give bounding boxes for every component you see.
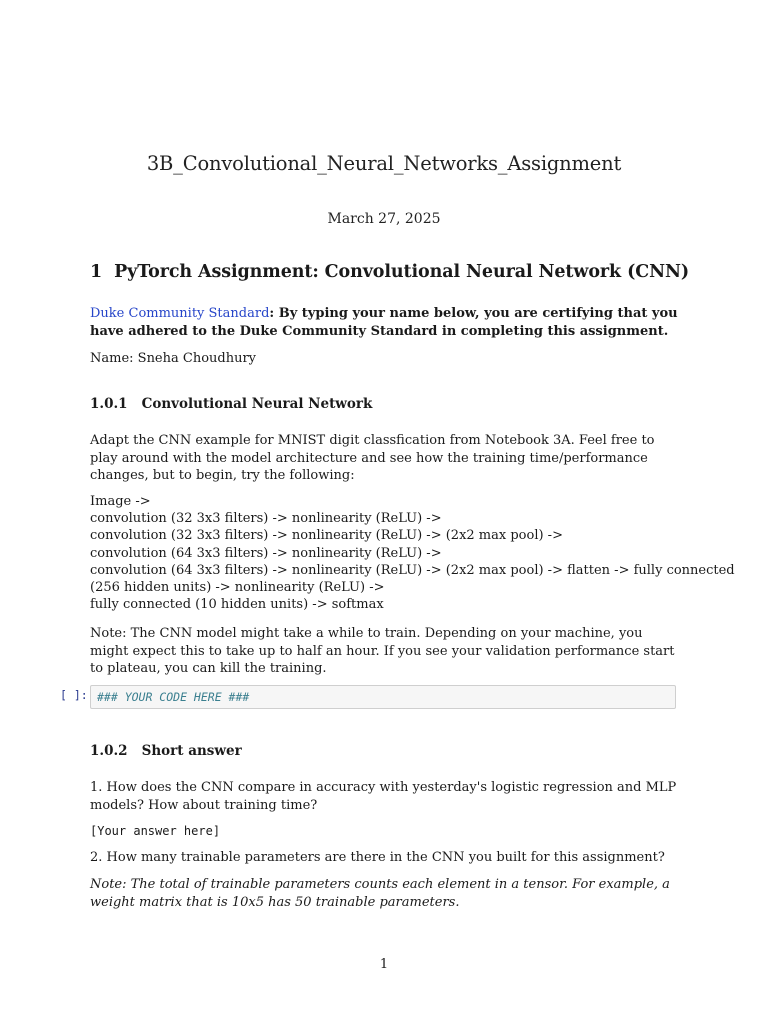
architecture-line: (256 hidden units) -> nonlinearity (ReLU) -> <box>90 580 385 596</box>
page-number: 1 <box>379 957 389 972</box>
subsection-heading-cnn <box>90 396 372 412</box>
subsection-heading-short-answer <box>90 743 242 759</box>
code-cell-content[interactable]: ### YOUR CODE HERE ### <box>97 690 250 704</box>
duke-community-standard-link[interactable]: Duke Community Standard <box>90 306 270 321</box>
subsection-title: Short answer <box>141 743 242 759</box>
subsection-title: Convolutional Neural Network <box>141 396 373 412</box>
subsection-number: 1.0.1 <box>90 396 128 412</box>
architecture-line: convolution (64 3x3 filters) -> nonlinearity (ReLU) -> <box>90 545 442 561</box>
section-title: PyTorch Assignment: Convolutional Neural Network (CNN) <box>114 262 690 282</box>
architecture-line: convolution (32 3x3 filters) -> nonlinearity (ReLU) -> (2x2 max pool) -> <box>90 528 563 544</box>
subsection-number: 1.0.2 <box>90 743 128 759</box>
code-cell[interactable] <box>90 685 676 709</box>
section-heading <box>90 262 689 282</box>
community-standard-paragraph <box>90 305 678 340</box>
section-number: 1 <box>90 262 103 282</box>
training-note-paragraph: Note: The CNN model might take a while to train. Depending on your machine, you might expect this to take up to half an hour. If you see your validation performance start to plateau, you can kill the training. <box>90 626 675 676</box>
document-title: 3B_Convolutional_Neural_Networks_Assignment <box>146 152 622 175</box>
architecture-line: convolution (64 3x3 filters) -> nonlinearity (ReLU) -> (2x2 max pool) -> flatten -> fully connected <box>90 562 735 578</box>
architecture-description <box>90 493 735 613</box>
architecture-line: convolution (32 3x3 filters) -> nonlinearity (ReLU) -> <box>90 511 442 527</box>
question-1: 1. How does the CNN compare in accuracy with yesterday's logistic regression and MLP models? How about training time? <box>90 780 677 813</box>
question-2: 2. How many trainable parameters are there in the CNN you built for this assignment? <box>90 850 665 865</box>
student-name-line: Name: Sneha Choudhury <box>90 351 257 366</box>
code-cell-prompt: [ ]: <box>60 688 88 702</box>
intro-paragraph: Adapt the CNN example for MNIST digit classfication from Notebook 3A. Feel free to play around with the model architecture and see how the training time/performance changes, but to begin, try the following: <box>90 433 655 483</box>
architecture-line: Image -> <box>90 494 151 509</box>
trainable-parameters-note: Note: The total of trainable parameters counts each element in a tensor. For example, a weight matrix that is 10x5 has 50 trainable parameters. <box>90 877 670 910</box>
answer-placeholder[interactable]: [Your answer here] <box>90 824 221 838</box>
document-date: March 27, 2025 <box>327 211 441 227</box>
architecture-line: fully connected (10 hidden units) -> softmax <box>90 597 384 613</box>
community-standard-statement: : By typing your name below, you are certifying that you have adhered to the Duke Community Standard in completing this assignment. <box>90 306 678 339</box>
